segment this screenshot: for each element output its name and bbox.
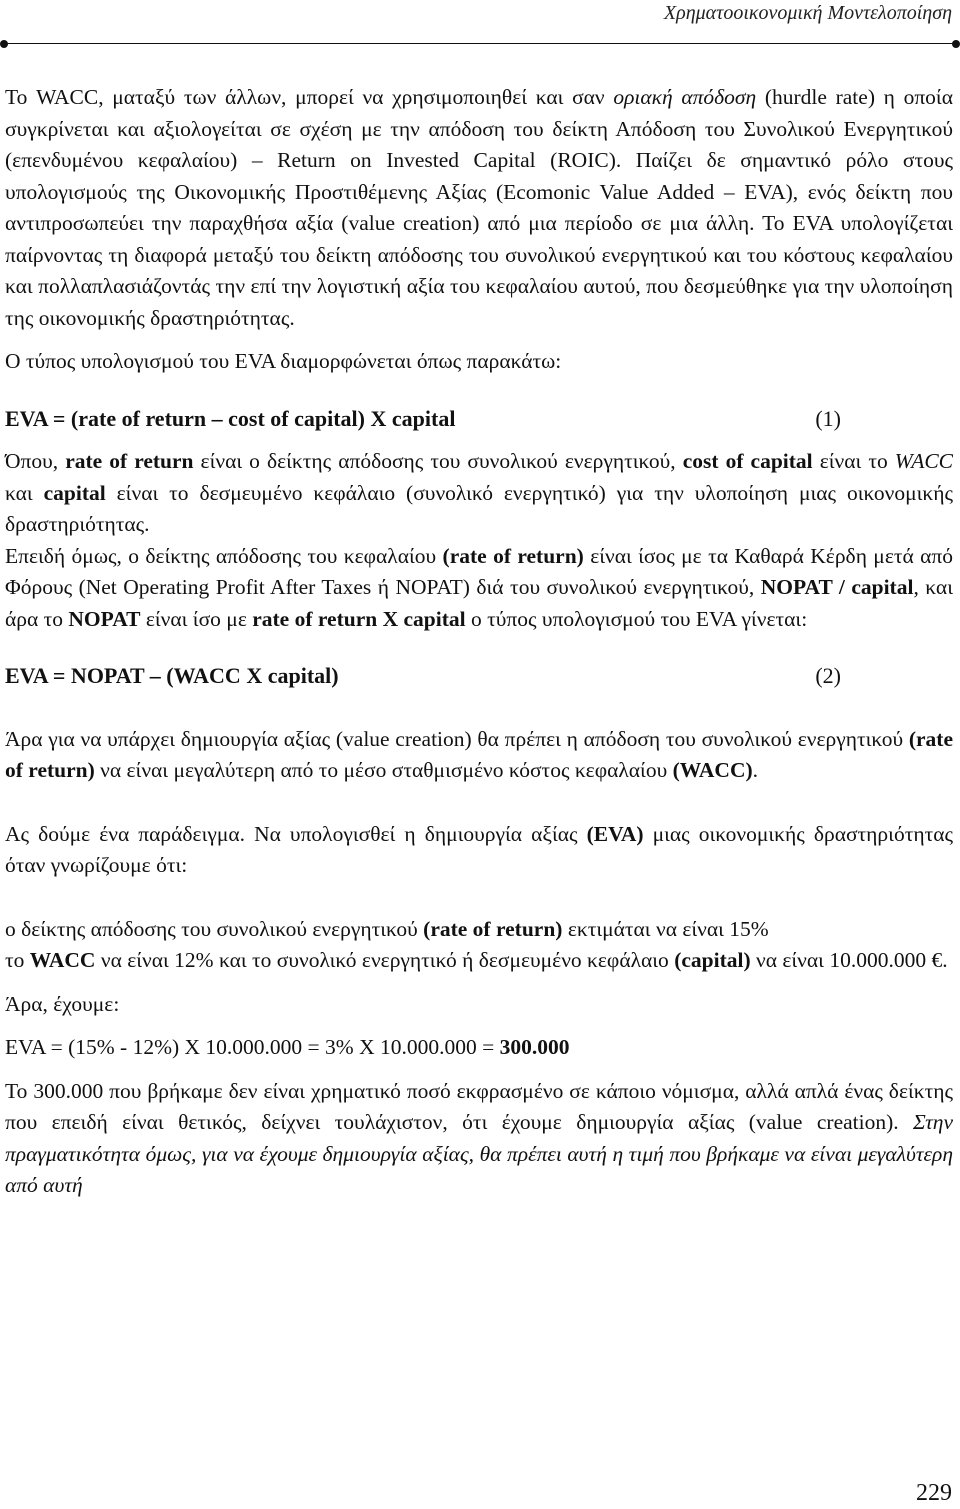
bold-term: NOPAT / capital [760,575,914,599]
text-span: είναι ίσος με τα Καθαρά Κέρδη μετά από Φόρους (Net Operating Profit After Taxes ή NOPAT) διά του συνολικού ενεργητικού, [5,543,954,599]
bold-term: (rate of return) [5,726,953,782]
text-span: Επειδή όμως, ο δείκτης απόδοσης του κεφαλαίου [5,543,443,568]
paragraph-therefore: Άρα, έχουμε: [5,991,120,1016]
paragraph-definitions [5,446,953,541]
bold-term: (WACC) [672,758,753,782]
text-span: να είναι μεγαλύτερη από το μέσο σταθμισμένο κόστος κεφαλαίου [94,758,673,782]
italic-term: WACC [894,449,954,473]
text-span: και [5,480,44,505]
paragraph-wacc-capital [5,945,953,977]
text-span: Το WACC, ματαξύ των άλλων, μπορεί να χρησιμοποιηθεί και σαν [5,85,614,109]
text-span: να είναι 12% και το συνολικό ενεργητικό ή δεσμευμένο κεφάλαιο [95,948,675,972]
text-span: ο τύπος υπολογισμού του EVA γίνεται: [465,606,808,631]
bold-term: (capital) [674,948,751,972]
paragraph-wacc-intro [5,82,953,334]
header-rule [2,43,958,44]
rule-dot-right [952,40,960,48]
text-span: , και άρα το [5,575,953,631]
bold-term: rate of return [65,449,194,473]
bold-term: (rate of return) [423,916,563,941]
text-span: εκτιμάται να είναι 15% [562,916,769,941]
text-span: Το 300.000 που βρήκαμε δεν είναι χρηματικό ποσό εκφρασμένο σε κάποιο νόμισμα, αλλά απλά ένας δείκτης που επειδή είναι θετικός, δείχνει τουλάχιστον, ότι έχουμε δημιουργία αξίας (value creation). [5,1078,953,1134]
paragraph-example-intro [5,819,953,882]
bold-term: 300.000 [499,1035,570,1059]
formula-number: (2) [815,663,841,688]
formula-text: EVA = (rate of return – cost of capital) X capital [5,405,456,431]
formula-number: (1) [815,405,841,431]
paragraph-value-creation [5,724,953,787]
paragraph-formula-intro: Ο τύπος υπολογισμού του EVA διαμορφώνεται όπως παρακάτω: [5,349,562,373]
page-header [0,0,960,52]
bold-term: (rate of return) [442,543,584,568]
text-span: Όπου, [5,449,66,473]
bold-term: (EVA) [586,821,644,846]
paragraph-nopat [5,541,953,636]
formula-text: EVA = NOPAT – (WACC X capital) [5,663,339,688]
bold-term: cost of capital [682,449,813,473]
text-span: το [5,948,30,972]
text-span: είναι το [812,449,895,473]
rule-dot-left [0,40,8,48]
running-title: Χρηματοοικονομική Μοντελοποίηση [663,2,952,24]
text-span: ο δείκτης απόδοσης του συνολικού ενεργητικού [5,916,424,941]
italic-term: οριακή απόδοση [613,85,757,109]
formula-eva-2 [5,660,953,692]
page-number: 229 [916,1480,952,1506]
text-span: Άρα για να υπάρχει δημιουργία αξίας (value creation) θα πρέπει η απόδοση του συνολικού ενεργητικού [5,726,909,751]
formula-eva-1 [5,403,953,435]
text-span: είναι ίσο με [140,606,253,631]
bold-term: WACC [29,948,96,972]
text-span: να είναι 10.000.000 €. [750,948,948,972]
paragraph-interpretation [5,1076,953,1202]
paragraph-rate-of-return [5,914,953,946]
bold-term: capital [43,480,106,505]
text-span: (hurdle rate) η οποία συγκρίνεται και αξιολογείται σε σχέση με την απόδοση του δείκτη Απόδοση του Συνολικού Ενεργητικού (επενδυμένου κεφαλαίου) – Return on Invested Capital (ROIC). Παίζει δε σημαντικό ρόλο στους υπολογισμούς της Οικονομικής Προστιθέμενης Αξίας (Ecomonic Value Added – EVA), ενός δείκτη που αντιπροσωπεύει την παραχθήσα αξία (value creation) από μια περίοδο σε μια άλλη. Το EVA υπολογίζεται παίρνοντας τη διαφορά μεταξύ του δείκτη απόδοσης του συνολικού ενεργητικού και του κόστους κεφαλαίου και πολλαπλασιάζοντάς την επί την λογιστική αξία του κεφαλαίου αυτού, που δεσμεύθηκε για την υλοποίηση της οικονομικής δραστηριότητας. [5,85,953,330]
text-span: είναι το δεσμευμένο κεφάλαιο (συνολικό ενεργητικό) για την υλοποίηση μιας οικονομικής δραστηριότητας. [5,480,953,536]
text-span: μιας οικονομικής δραστηριότητας όταν γνωρίζουμε ότι: [5,821,953,877]
text-span: είναι ο δείκτης απόδοσης του συνολικού ενεργητικού, [193,449,683,473]
bold-term: NOPAT [68,606,141,631]
text-span: Ας δούμε ένα παράδειγμα. Να υπολογισθεί η δημιουργία αξίας [5,821,587,846]
text-span: . [752,758,759,782]
italic-term: Στην πραγματικότητα όμως, για να έχουμε δημιουργία αξίας, θα πρέπει αυτή η τιμή που βρήκαμε να είναι μεγαλύτερη από αυτή [5,1110,953,1197]
page-body [5,82,953,1202]
bold-term: rate of return X capital [252,606,466,631]
text-span: EVA = (15% - 12%) X 10.000.000 = 3% X 10.000.000 = [5,1035,500,1059]
paragraph-calculation [5,1032,953,1064]
